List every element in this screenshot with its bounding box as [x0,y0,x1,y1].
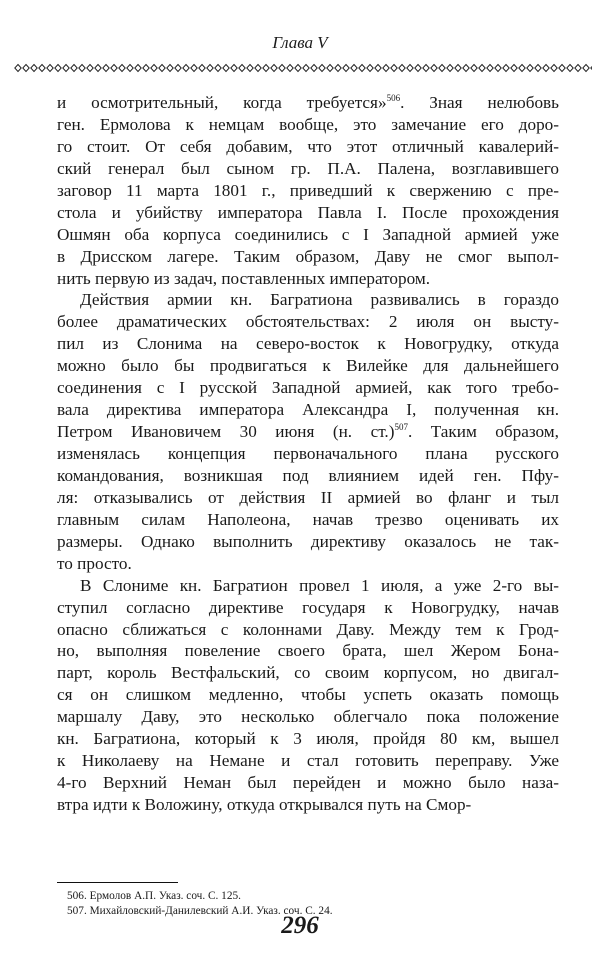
text-line: Действия армии кн. Багратиона развивались в гораздо [80,290,559,310]
text-line: вала директива императора Александра I, полученная кн. [57,400,559,420]
text-line: ся он слишком медленно, чтобы успеть оказать помощь [57,685,559,705]
line-text: . Таким образом, [407,422,559,442]
line-text: и осмотрительный, когда требуется» [57,93,387,112]
footnote-506: 506. Ермолов А.П. Указ. соч. С. 125. [67,890,241,902]
text-line: опасно сближаться с колоннами Даву. Между тем к Грод- [57,619,559,639]
text-line: 4-го Верхний Неман был перейден и можно было наза- [57,773,559,793]
footnote-divider [57,882,178,883]
text-line: нить первую из задач, поставленных императором. [57,268,431,288]
text-line [57,421,559,443]
text-line: размеры. Однако выполнить директиву оказалось не так- [57,531,559,551]
text-line [57,92,559,114]
text-line: маршалу Даву, это несколько облегчало пока положение [57,707,559,727]
text-line: ген. Ермолова к немцам вообще, это замечание его доро- [57,114,559,134]
text-line: кн. Багратиона, который к 3 июля, пройдя 80 км, вышел [57,729,559,749]
page-number: 296 [281,912,319,939]
text-line: главным силам Наполеона, начав трезво оценивать их [57,509,559,529]
line-text: . Зная нелюбовь [400,93,559,112]
footnote-ref[interactable]: 507 [394,422,408,433]
text-line: можно было бы продвигаться к Вилейке для дальнейшего [57,356,559,376]
body-text [57,92,559,816]
text-line: соединения с I русской Западной армией, как того требо- [57,378,559,398]
text-line: втра идти к Воложину, откуда открывался путь на Смор- [57,795,472,814]
running-head: Глава V [272,33,328,52]
text-line: командования, возникшая под влиянием идей ген. Пфу- [57,465,559,485]
paragraph [57,92,559,289]
footnote-ref[interactable]: 506 [386,93,401,103]
paragraph [57,289,559,574]
text-line: го стоит. От себя добавим, что этот отличный кавалерий- [57,136,559,156]
text-line: к Николаеву на Немане и стал готовить переправу. Уже [57,751,559,771]
line-text: Петром Ивановичем 30 июня (н. ст.) [57,422,395,442]
footnote-507: 507. Михайловский-Данилевский А.И. Указ. соч. С. 24. [67,905,333,917]
text-line: ский генерал был сыном гр. П.А. Палена, возглавившего [57,158,559,178]
text-line: то просто. [57,553,132,573]
ornament-divider [14,62,592,74]
text-line: заговор 11 марта 1801 г., приведший к свержению с пре- [57,180,559,200]
text-line: пил из Слонима на северо-восток к Новогрудку, откуда [57,334,559,354]
text-line: стола и убийству императора Павла I. После прохождения [57,202,559,222]
text-line: но, выполняя повеление своего брата, шел Жером Бона- [57,641,559,661]
text-line: в Дрисском лагере. Таким образом, Даву не смог выпол- [57,246,559,266]
text-line: Ошмян оба корпуса соединились с I Западной армией уже [57,224,559,244]
text-line: парт, король Вестфальский, со своим корпусом, но двигал- [57,663,559,683]
text-line: В Слониме кн. Багратион провел 1 июля, а уже 2-го вы- [80,575,559,595]
text-line: ступил согласно директиве государя к Новогрудку, начав [57,597,559,617]
text-line: более драматических обстоятельствах: 2 июля он высту- [57,312,559,332]
text-line: ля: отказывались от действия II армией во фланг и тыл [57,487,559,507]
paragraph [57,575,559,816]
text-line: изменялась концепция первоначального плана русского [57,444,559,463]
